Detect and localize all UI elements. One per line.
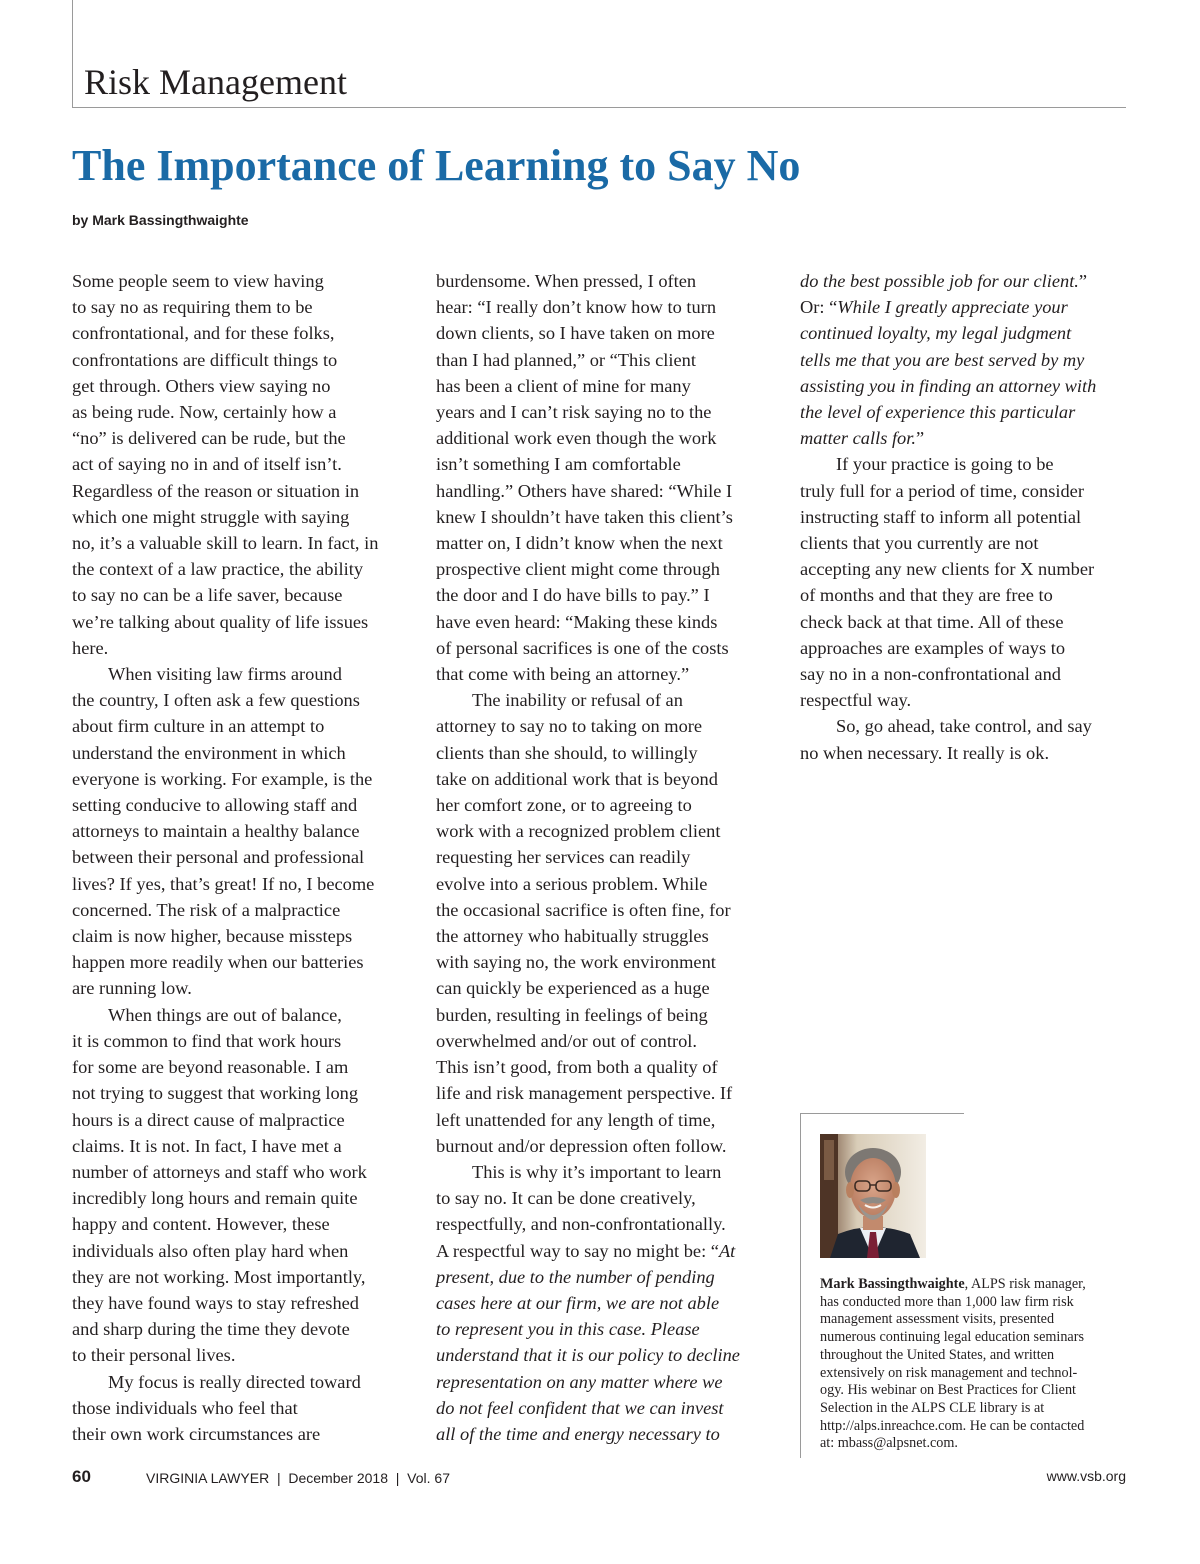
line-text: confrontations are difficult things to <box>72 349 338 370</box>
body-text-line <box>800 373 1130 399</box>
body-text-line <box>436 320 768 346</box>
body-text-line <box>72 425 402 451</box>
body-text-line <box>72 1316 402 1342</box>
body-column-2 <box>436 268 768 1447</box>
body-text-line <box>72 1028 402 1054</box>
line-text: left unattended for any length of time, <box>436 1109 716 1130</box>
line-text: which one might struggle with saying <box>72 506 350 527</box>
body-text-line <box>72 1133 402 1159</box>
body-text-line <box>436 792 768 818</box>
line-text: This isn’t good, from both a quality of <box>436 1057 718 1078</box>
bio-divider-vertical <box>800 1113 801 1458</box>
body-text-line <box>72 1211 402 1237</box>
body-text-line <box>436 1133 768 1159</box>
line-text: that come with being an attorney.” <box>436 664 690 685</box>
body-text-line <box>72 713 402 739</box>
body-text-line <box>800 347 1130 373</box>
body-text-line <box>72 1395 402 1421</box>
body-text-line <box>72 923 402 949</box>
body-text-line <box>436 478 768 504</box>
line-text: truly full for a period of time, consider <box>800 480 1084 501</box>
line-text: of months and that they are free to <box>800 585 1053 606</box>
body-text-line <box>436 347 768 373</box>
line-text: have even heard: “Making these kinds <box>436 611 718 632</box>
line-text: and sharp during the time they devote <box>72 1319 350 1340</box>
line-text: clients than she should, to willingly <box>436 742 698 763</box>
line-text: work with a recognized problem client <box>436 821 721 842</box>
publication-info: VIRGINIA LAWYER | December 2018 | Vol. 67 <box>146 1470 450 1486</box>
body-text-line <box>800 320 1130 346</box>
line-text: requesting her services can readily <box>436 847 691 868</box>
body-text-line <box>72 1290 402 1316</box>
body-text-line <box>72 687 402 713</box>
body-text-line <box>436 1395 768 1421</box>
line-text: individuals also often play hard when <box>72 1240 349 1261</box>
author-bio <box>820 1276 1126 1453</box>
body-text-line <box>436 373 768 399</box>
line-text-italic: At <box>718 1240 736 1261</box>
line-text: This is why it’s important to learn <box>472 1161 722 1182</box>
line-text: isn’t something I am comfortable <box>436 454 681 475</box>
body-text-line <box>72 766 402 792</box>
line-text: prospective client might come through <box>436 559 720 580</box>
body-text-line <box>72 609 402 635</box>
body-text-line <box>72 871 402 897</box>
body-text-line <box>72 740 402 766</box>
line-text: My focus is really directed toward <box>108 1371 361 1392</box>
line-text: with saying no, the work environment <box>436 952 716 973</box>
section-divider-horizontal <box>72 107 1126 108</box>
body-text-line <box>436 766 768 792</box>
body-text-line <box>436 556 768 582</box>
line-text: understand the environment in which <box>72 742 346 763</box>
line-text: matter on, I didn’t know when the next <box>436 533 723 554</box>
body-text-line <box>436 1054 768 1080</box>
line-text: all of the time and energy necessary to <box>436 1423 720 1444</box>
line-text: the level of experience this particular <box>800 402 1076 423</box>
line-text: present, due to the number of pending <box>436 1266 715 1287</box>
line-text: additional work even though the work <box>436 428 717 449</box>
line-text: understand that it is our policy to decline <box>436 1345 740 1366</box>
body-text-line <box>72 1421 402 1447</box>
bio-line: ogy. His webinar on Best Practices for Client <box>820 1382 1076 1399</box>
body-text-line <box>72 897 402 923</box>
line-text: representation on any matter where we <box>436 1371 723 1392</box>
bio-line: throughout the United States, and written <box>820 1346 1055 1363</box>
body-text-line <box>436 740 768 766</box>
body-text-line <box>436 713 768 739</box>
line-text: we’re talking about quality of life issues <box>72 611 369 632</box>
line-text: Some people seem to view having <box>72 271 324 291</box>
bio-line: management assessment visits, presented <box>820 1311 1055 1328</box>
body-text-line <box>72 1159 402 1185</box>
body-column-1 <box>72 268 402 1447</box>
line-text: down clients, so I have taken on more <box>436 323 715 344</box>
line-text: happen more readily when our batteries <box>72 952 364 973</box>
body-text-line <box>800 661 1130 687</box>
body-text-line <box>72 975 402 1001</box>
body-text-line <box>72 1054 402 1080</box>
body-text-line <box>436 897 768 923</box>
line-text: the occasional sacrifice is often fine, for <box>436 899 731 920</box>
line-text: setting conducive to allowing staff and <box>72 795 358 816</box>
line-text: tells me that you are best served by my <box>800 349 1085 370</box>
line-text: instructing staff to inform all potential <box>800 506 1082 527</box>
bio-line: has conducted more than 1,000 law firm risk <box>820 1293 1074 1310</box>
body-text-line <box>72 661 402 687</box>
body-text-line <box>72 582 402 608</box>
body-text-line <box>72 451 402 477</box>
body-text-line <box>800 478 1130 504</box>
body-text-line <box>800 504 1130 530</box>
body-text-line <box>436 425 768 451</box>
line-text: attorneys to maintain a healthy balance <box>72 821 360 842</box>
body-text-line <box>436 871 768 897</box>
body-text-line <box>436 923 768 949</box>
line-text-roman: ” <box>915 428 925 449</box>
line-text: everyone is working. For example, is the <box>72 768 373 789</box>
body-text-line <box>436 1290 768 1316</box>
body-text-line <box>800 530 1130 556</box>
bio-author-name: Mark Bassingthwaighte <box>820 1276 965 1292</box>
line-text: do not feel confident that we can invest <box>436 1397 724 1418</box>
body-text-line <box>72 504 402 530</box>
body-text-line <box>72 635 402 661</box>
line-text: confrontational, and for these folks, <box>72 323 335 344</box>
body-text-line <box>436 582 768 608</box>
body-text-line <box>436 1421 768 1447</box>
body-text-line <box>800 556 1130 582</box>
body-text-line <box>800 609 1130 635</box>
line-text: incredibly long hours and remain quite <box>72 1188 358 1209</box>
line-text: accepting any new clients for X number <box>800 559 1095 580</box>
body-text-line <box>436 1342 768 1368</box>
line-text: attorney to say no to taking on more <box>436 716 703 737</box>
body-text-line <box>436 661 768 687</box>
body-text-line <box>800 582 1130 608</box>
line-text: take on additional work that is beyond <box>436 768 718 789</box>
line-text: “no” is delivered can be rude, but the <box>72 428 346 449</box>
body-text-line <box>436 635 768 661</box>
article-title: The Importance of Learning to Say No <box>72 141 801 190</box>
bio-line: numerous continuing legal education seminars <box>820 1329 1084 1346</box>
bio-line: http://alps.inreachce.com. He can be contacted <box>820 1417 1085 1434</box>
body-text-line <box>436 1002 768 1028</box>
body-text-line <box>72 792 402 818</box>
line-text: lives? If yes, that’s great! If no, I become <box>72 873 375 894</box>
line-text: hear: “I really don’t know how to turn <box>436 297 717 318</box>
line-text: about firm culture in an attempt to <box>72 716 325 737</box>
body-text-line <box>436 949 768 975</box>
body-text-line <box>72 268 402 294</box>
line-text: here. <box>72 637 109 658</box>
byline: by Mark Bassingthwaighte <box>72 212 249 228</box>
line-text-roman: ” <box>1078 271 1088 291</box>
section-divider-vertical <box>72 0 73 108</box>
line-text: those individuals who feel that <box>72 1397 298 1418</box>
line-text: the context of a law practice, the ability <box>72 559 364 580</box>
section-title: Risk Management <box>84 62 347 102</box>
line-text: When visiting law firms around <box>108 664 342 685</box>
body-text-line <box>800 451 1130 477</box>
line-text: they have found ways to stay refreshed <box>72 1292 360 1313</box>
bio-line: at: mbass@alpsnet.com. <box>820 1435 958 1452</box>
body-text-line <box>436 1211 768 1237</box>
line-text: claims. It is not. In fact, I have met a <box>72 1135 342 1156</box>
body-text-line <box>800 399 1130 425</box>
line-text: overwhelmed and/or out of control. <box>436 1030 697 1051</box>
line-text: get through. Others view saying no <box>72 375 331 396</box>
line-text: continued loyalty, my legal judgment <box>800 323 1072 344</box>
line-text: approaches are examples of ways to <box>800 637 1066 658</box>
line-text: no, it’s a valuable skill to learn. In fact, in <box>72 533 379 554</box>
line-text: The inability or refusal of an <box>472 690 683 711</box>
body-text-line <box>72 1002 402 1028</box>
body-text-line <box>72 530 402 556</box>
body-text-line <box>800 635 1130 661</box>
line-text: not trying to suggest that working long <box>72 1083 359 1104</box>
body-text-line <box>72 373 402 399</box>
body-text-line <box>436 530 768 556</box>
body-text-line <box>800 425 1130 451</box>
line-text: to say no. It can be done creatively, <box>436 1188 696 1209</box>
body-text-line <box>72 1264 402 1290</box>
line-text: number of attorneys and staff who work <box>72 1161 367 1182</box>
line-text: to say no can be a life saver, because <box>72 585 343 606</box>
line-text: act of saying no in and of itself isn’t. <box>72 454 342 475</box>
body-text-line <box>436 268 768 294</box>
line-text: If your practice is going to be <box>836 454 1054 475</box>
body-text-line <box>72 347 402 373</box>
line-text-italic: While I greatly appreciate your <box>837 297 1068 318</box>
body-text-line <box>72 844 402 870</box>
body-text-line <box>436 294 768 320</box>
body-text-line <box>436 609 768 635</box>
body-text-line <box>436 1080 768 1106</box>
body-text-line <box>72 1238 402 1264</box>
body-text-line <box>72 294 402 320</box>
author-photo <box>820 1134 926 1258</box>
line-text: do the best possible job for our client. <box>800 271 1079 291</box>
line-text: say no in a non-confrontational and <box>800 664 1061 685</box>
line-text: Or: “ <box>800 297 838 318</box>
body-text-line <box>72 399 402 425</box>
line-text: the attorney who habitually struggles <box>436 926 709 947</box>
line-text: the country, I often ask a few questions <box>72 690 360 711</box>
line-text: can quickly be experienced as a huge <box>436 978 710 999</box>
line-text: years and I can’t risk saying no to the <box>436 402 712 423</box>
body-text-line <box>72 320 402 346</box>
line-text: respectful way. <box>800 690 912 711</box>
line-text: to represent you in this case. Please <box>436 1319 700 1340</box>
line-text: hours is a direct cause of malpractice <box>72 1109 345 1130</box>
body-text-line <box>800 687 1130 713</box>
body-text-line <box>72 1342 402 1368</box>
line-text: happy and content. However, these <box>72 1214 330 1235</box>
body-text-line <box>436 1028 768 1054</box>
line-text: So, go ahead, take control, and say <box>836 716 1092 737</box>
line-text: assisting you in finding an attorney with <box>800 375 1097 396</box>
line-text: as being rude. Now, certainly how a <box>72 402 337 423</box>
body-text-line <box>800 268 1130 294</box>
line-text: check back at that time. All of these <box>800 611 1064 632</box>
bio-line: extensively on risk management and technol- <box>820 1364 1078 1381</box>
line-text: Regardless of the reason or situation in <box>72 480 360 501</box>
body-text-line <box>72 478 402 504</box>
line-text: handling.” Others have shared: “While I <box>436 480 733 501</box>
line-text: the door and I do have bills to pay.” I <box>436 585 710 606</box>
body-text-line <box>436 1159 768 1185</box>
body-text-line <box>436 504 768 530</box>
line-text: burdensome. When pressed, I often <box>436 271 697 291</box>
body-text-line <box>436 399 768 425</box>
body-text-line <box>800 740 1130 766</box>
line-text: life and risk management perspective. If <box>436 1083 733 1104</box>
bio-divider-horizontal <box>800 1113 964 1114</box>
line-text: are running low. <box>72 978 192 999</box>
body-text-line <box>436 1369 768 1395</box>
line-text: of personal sacrifices is one of the costs <box>436 637 729 658</box>
bio-line <box>820 1276 1126 1294</box>
line-text: they are not working. Most importantly, <box>72 1266 366 1287</box>
line-text: has been a client of mine for many <box>436 375 691 396</box>
body-text-line <box>72 556 402 582</box>
footer-website: www.vsb.org <box>1046 1468 1126 1484</box>
line-text: to their personal lives. <box>72 1345 236 1366</box>
body-text-line <box>72 949 402 975</box>
body-text-line <box>436 1107 768 1133</box>
body-text-line <box>436 975 768 1001</box>
body-text-line <box>436 1264 768 1290</box>
line-text: her comfort zone, or to agreeing to <box>436 795 692 816</box>
line-text: burnout and/or depression often follow. <box>436 1135 727 1156</box>
line-text: matter calls for. <box>800 428 916 449</box>
body-text-line <box>72 1369 402 1395</box>
line-text: concerned. The risk of a malpractice <box>72 899 341 920</box>
body-text-line <box>436 844 768 870</box>
body-text-line <box>436 451 768 477</box>
line-text: respectfully, and non-confrontationally. <box>436 1214 726 1235</box>
line-text: their own work circumstances are <box>72 1423 321 1444</box>
body-text-line <box>72 1080 402 1106</box>
body-text-line <box>436 818 768 844</box>
body-text-line <box>72 1185 402 1211</box>
bio-line: Selection in the ALPS CLE library is at <box>820 1399 1045 1416</box>
body-text-line <box>436 1185 768 1211</box>
bio-text: , ALPS risk manager, <box>964 1276 1086 1292</box>
line-text: than I had planned,” or “This client <box>436 349 696 370</box>
body-text-line <box>72 1107 402 1133</box>
body-text-line <box>436 1238 768 1264</box>
line-text: cases here at our firm, we are not able <box>436 1292 720 1313</box>
line-text: clients that you currently are not <box>800 533 1039 554</box>
line-text: burden, resulting in feelings of being <box>436 1004 708 1025</box>
page-number: 60 <box>72 1467 91 1486</box>
line-text: claim is now higher, because missteps <box>72 926 353 947</box>
line-text: it is common to find that work hours <box>72 1030 342 1051</box>
line-text: to say no as requiring them to be <box>72 297 313 318</box>
line-text: knew I shouldn’t have taken this client’s <box>436 506 733 527</box>
line-text: between their personal and professional <box>72 847 365 868</box>
line-text: When things are out of balance, <box>108 1004 342 1025</box>
line-text: A respectful way to say no might be: “ <box>436 1240 719 1261</box>
body-text-line <box>436 1316 768 1342</box>
line-text: no when necessary. It really is ok. <box>800 742 1050 763</box>
body-text-line <box>800 713 1130 739</box>
body-column-3 <box>800 268 1130 766</box>
line-text: for some are beyond reasonable. I am <box>72 1057 349 1078</box>
body-text-line <box>800 294 1130 320</box>
body-text-line <box>436 687 768 713</box>
body-text-line <box>72 818 402 844</box>
line-text: evolve into a serious problem. While <box>436 873 708 894</box>
